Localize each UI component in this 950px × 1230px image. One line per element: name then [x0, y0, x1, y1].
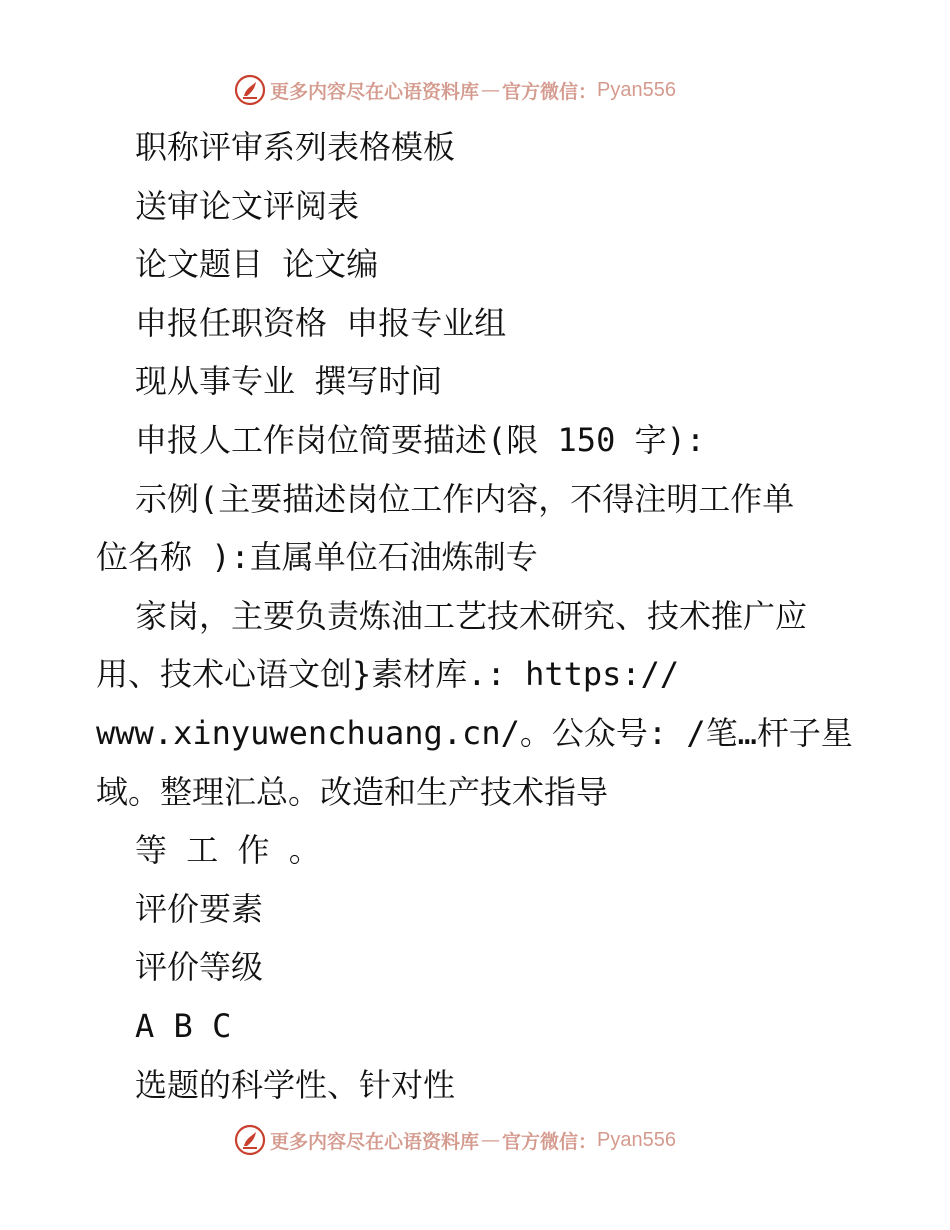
text-line: 等 工 作 。: [135, 831, 321, 870]
text-line: A B C: [135, 1006, 232, 1045]
watermark-wechat-id: Pyan556: [597, 78, 676, 101]
watermark-wechat-label: 官方微信：: [502, 1130, 598, 1153]
flame-badge-icon: [234, 74, 266, 106]
text-line: 职称评审系列表格模板: [135, 128, 456, 166]
text-line: www.xinyuwenchuang.cn/。公众号: /笔…杆子星: [96, 713, 853, 752]
watermark-header: [234, 73, 676, 107]
text-line: 位名称 ):直属单位石油炼制专: [96, 538, 538, 577]
text-line: 家岗，主要负责炼油工艺技术研究、技术推广应: [135, 596, 808, 635]
text-line: 申报任职资格 申报专业组: [135, 303, 507, 342]
watermark-footer: [234, 1123, 676, 1157]
watermark-wechat-id: Pyan556: [597, 1128, 676, 1151]
text-line: 域。整理汇总。改造和生产技术指导: [96, 772, 609, 811]
text-line: 评价要素: [135, 889, 264, 928]
watermark-dash: —: [481, 1129, 501, 1151]
watermark-tagline: 更多内容尽在心语资料库: [270, 80, 480, 103]
document-body: [96, 118, 856, 1114]
text-line: 送审论文评阅表: [135, 186, 360, 225]
text-line: 示例(主要描述岗位工作内容，不得注明工作单: [135, 479, 795, 518]
text-line: 申报人工作岗位简要描述(限 150 字):: [135, 420, 706, 459]
text-line: 现从事专业 撰写时间: [135, 362, 443, 401]
watermark-tagline: 更多内容尽在心语资料库: [270, 1130, 480, 1153]
text-line: 选题的科学性、针对性: [135, 1065, 456, 1104]
text-line: 用、技术心语文创}素材库.: https://: [96, 655, 680, 694]
text-line: 评价等级: [135, 948, 264, 987]
watermark-wechat-label: 官方微信：: [502, 80, 598, 103]
text-line: 论文题目 论文编: [135, 245, 379, 284]
flame-badge-icon: [234, 1124, 266, 1156]
watermark-dash: —: [481, 79, 501, 101]
